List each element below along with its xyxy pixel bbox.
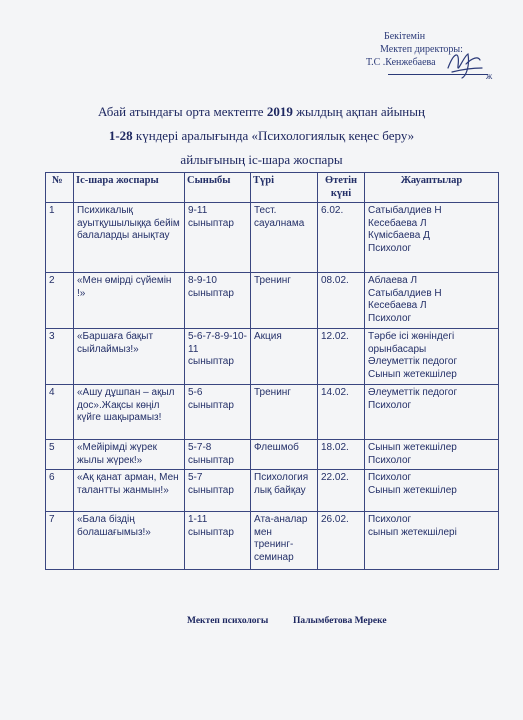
title-topic: күндері аралығында «Психологиялық кеңес беру» (132, 128, 415, 143)
table-row (46, 470, 499, 512)
cell-class: 8-9-10 сыныптар (185, 273, 251, 329)
cell-class: 5-6 сыныптар (185, 385, 251, 440)
cell-activity: «Баршаға бақыт сыйлаймыз!» (74, 329, 185, 385)
header-type: Түрі (251, 173, 318, 203)
cell-responsible: Сынып жетекшілер Психолог (365, 440, 499, 470)
title-dates: 1-28 (108, 128, 133, 143)
cell-date: 6.02. (318, 203, 365, 273)
approval-suffix: ж (486, 71, 493, 81)
activity-plan-table (45, 172, 499, 570)
table-row (46, 512, 499, 570)
cell-type: Ата-аналар мен тренинг-семинар (251, 512, 318, 570)
cell-number: 7 (46, 512, 74, 570)
cell-activity: Психикалық ауытқушылыққа бейім балаларды анықтау (74, 203, 185, 273)
footer-role: Мектеп психологы (187, 616, 269, 626)
table-row (46, 203, 499, 273)
cell-number: 2 (46, 273, 74, 329)
header-class: Сыныбы (185, 173, 251, 203)
cell-date: 22.02. (318, 470, 365, 512)
approval-line-3: Т.С .Кенжебаева (366, 57, 436, 68)
cell-number: 3 (46, 329, 74, 385)
cell-date: 12.02. (318, 329, 365, 385)
cell-type: Тренинг (251, 273, 318, 329)
cell-number: 6 (46, 470, 74, 512)
cell-type: Тренинг (251, 385, 318, 440)
title-line-2 (0, 128, 523, 144)
cell-class: 5-7-8 сыныптар (185, 440, 251, 470)
cell-class: 9-11 сыныптар (185, 203, 251, 273)
cell-number: 5 (46, 440, 74, 470)
cell-class: 5-7 сыныптар (185, 470, 251, 512)
approval-line-1: Бекітемін (384, 31, 426, 42)
cell-responsible: Психолог сынып жетекшілері (365, 512, 499, 570)
cell-activity: «Бала біздің болашағымыз!» (74, 512, 185, 570)
cell-date: 08.02. (318, 273, 365, 329)
cell-type: Акция (251, 329, 318, 385)
cell-activity: «Ақ қанат арман, Мен талантты жанмын!» (74, 470, 185, 512)
header-number: № (46, 173, 74, 203)
cell-number: 1 (46, 203, 74, 273)
title-line-3: айлығының іс-шара жоспары (180, 152, 343, 167)
cell-activity: «Мейірімді жүрек жылы жүрек!» (74, 440, 185, 470)
cell-responsible: Психолог Сынып жетекшілер (365, 470, 499, 512)
title-text-before: Абай атындағы орта мектепте (98, 104, 267, 119)
cell-date: 18.02. (318, 440, 365, 470)
approval-line-2: Мектеп директоры: (380, 44, 463, 55)
title-year: 2019 (266, 104, 293, 119)
cell-type: Психология лық байқау (251, 470, 318, 512)
cell-responsible: Сатыбалдиев Н Кесебаева Л Күмісбаева Д Психолог (365, 203, 499, 273)
cell-responsible: Тәрбе ісі жөніндегі орынбасары Әлеуметтік педогог Сынып жетекшілер (365, 329, 499, 385)
cell-activity: «Ашу дұшпан – ақыл дос».Жақсы көңіл күйге шақырамыз! (74, 385, 185, 440)
director-signature (444, 46, 484, 82)
cell-type: Флешмоб (251, 440, 318, 470)
cell-class: 1-11 сыныптар (185, 512, 251, 570)
title-text-after: жылдың ақпан айының (292, 104, 425, 119)
table-row (46, 329, 499, 385)
cell-date: 26.02. (318, 512, 365, 570)
header-activity: Іс-шара жоспары (74, 173, 185, 203)
cell-responsible: Аблаева Л Сатыбалдиев Н Кесебаева Л Психолог (365, 273, 499, 329)
table-header-row (46, 173, 499, 203)
footer-name: Палымбетова Мереке (293, 616, 387, 626)
cell-class: 5-6-7-8-9-10-11 сыныптар (185, 329, 251, 385)
table-row (46, 273, 499, 329)
table-row (46, 385, 499, 440)
cell-date: 14.02. (318, 385, 365, 440)
cell-number: 4 (46, 385, 74, 440)
title-line-1 (0, 104, 523, 120)
header-responsible: Жауаптылар (365, 173, 499, 203)
cell-responsible: Әлеуметтік педогог Психолог (365, 385, 499, 440)
header-date: Өтетін күні (318, 173, 365, 203)
cell-activity: «Мен өмірді сүйемін !» (74, 273, 185, 329)
table-row (46, 440, 499, 470)
cell-type: Тест. сауалнама (251, 203, 318, 273)
